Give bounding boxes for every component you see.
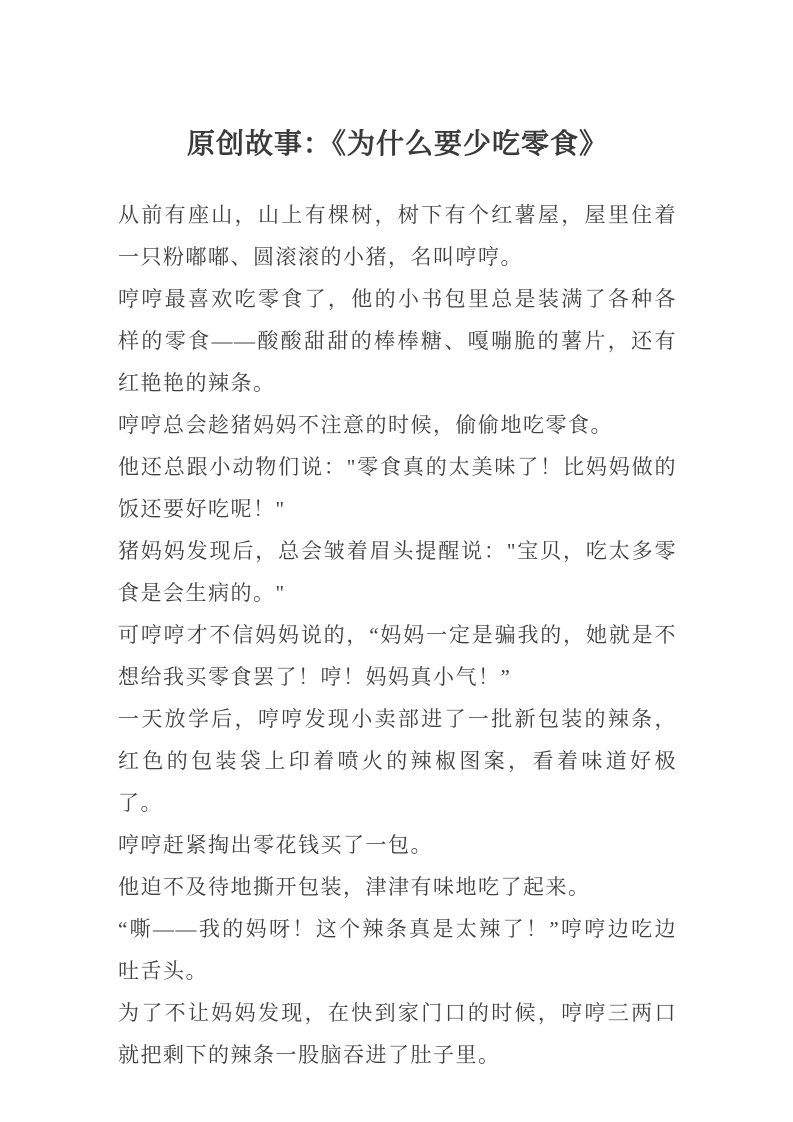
story-paragraph: 从前有座山，山上有棵树，树下有个红薯屋，屋里住着一只粉嘟嘟、圆滚滚的小猪，名叫哼哼。 (118, 203, 677, 269)
story-paragraph: 哼哼赶紧掏出零花钱买了一包。 (118, 833, 433, 857)
story-paragraph: 猪妈妈发现后，总会皱着眉头提醒说："宝贝，吃太多零食是会生病的。" (118, 539, 677, 605)
story-paragraph: 哼哼最喜欢吃零食了，他的小书包里总是装满了各种各样的零食——酸酸甜甜的棒棒糖、嘎嘣脆的薯片，还有红艳艳的辣条。 (118, 287, 677, 395)
story-paragraph: 哼哼总会趁猪妈妈不注意的时候，偷偷地吃零食。 (118, 413, 613, 437)
story-body (118, 194, 677, 1076)
story-paragraph: 他迫不及待地撕开包装，津津有味地吃了起来。 (118, 875, 591, 899)
story-paragraph: 可哼哼才不信妈妈说的，“妈妈一定是骗我的，她就是不想给我买零食罢了！哼！妈妈真小气！” (118, 623, 677, 689)
story-paragraph: “嘶——我的妈呀！这个辣条真是太辣了！”哼哼边吃边吐舌头。 (118, 917, 677, 983)
story-paragraph: 他还总跟小动物们说："零食真的太美味了！比妈妈做的饭还要好吃呢！" (118, 455, 677, 521)
document-title: 原创故事：《为什么要少吃零食》 (186, 129, 608, 160)
story-paragraph: 为了不让妈妈发现，在快到家门口的时候，哼哼三两口就把剩下的辣条一股脑吞进了肚子里。 (118, 1001, 677, 1067)
story-paragraph: 一天放学后，哼哼发现小卖部进了一批新包装的辣条，红色的包装袋上印着喷火的辣椒图案，看着味道好极了。 (118, 707, 677, 815)
